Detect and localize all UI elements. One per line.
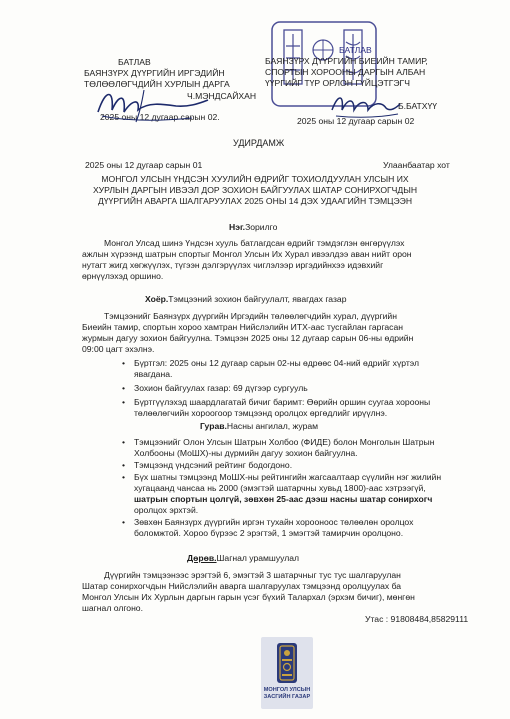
soyombo-icon [261,637,313,687]
list-item [122,472,472,516]
section-2-body [82,311,470,355]
paragraph-line: Монгол Улсын Их Хурлын даргын гарын үсэг бүхий Талархал (эрхэм бичиг), мөнгөн [82,592,415,602]
section-4-body [82,570,470,614]
paragraph-line: Биеийн тамир, спортын хороо хамтран Нийслэлийн ИТХ-аас тусгайлан гаргасан [82,322,403,332]
list-item [122,517,472,539]
list-item-line: • Бүртгүүлэхэд шаардлагатай бичиг баримт: Өөрийн оршин суугаа хорооны [134,397,431,407]
section-name: Насны ангилал, журам [226,421,319,431]
list-item-line: явагдана. [134,369,173,379]
section-name: Тэмцээний зохион байгуулалт, явагдах газар [168,294,347,304]
section-num: Нэг. [229,222,246,232]
section-1-heading [229,222,277,233]
list-item-line: боломжтой. Хороо бүрээс 2 эрэгтэй, 1 эмэгтэй тамирчин оролцоно. [134,528,404,538]
section-name: Шагнал урамшуулал [216,553,300,563]
paragraph-line: Тэмцээнийг Баянзүрх дүүргийн Иргэдийн төлөөлөгчдийн хурал, дүүргийн [104,311,397,321]
list-item-line: оролцох эрхтэй. [134,505,199,515]
list-item-line: • Тэмцээнд үндсэний рейтинг бодогдоно. [134,460,293,470]
paragraph-line: нутагт жигд хөгжүүлэх, түгээн дэлгэрүүлэх чиглэлээр иргэдийнхээ идэвхийг [82,260,384,270]
list-item-line: • Зөвхөн Баянзүрх дүүргийн иргэн тухайн хорооноос төлөөлөн оролцох [134,517,414,527]
approval-right-line3: ҮҮРГИЙГ ТҮР ОРЛОН ГҮЙЦЭТГЭГЧ [265,78,410,88]
section-1-body [82,238,470,282]
section-2-bullets [122,358,472,419]
list-item [122,358,472,380]
emblem-line1: МОНГОЛ УЛСЫН [263,687,311,693]
approval-left-line1: БАЯНЗҮРХ ДҮҮРГИЙН ИРГЭДИЙН [84,68,225,78]
approval-left-line2: ТӨЛӨӨЛӨГЧДИЙН ХУРЛЫН ДАРГА [84,79,230,89]
list-item-line: • Тэмцээнийг Олон Улсын Шатрын Холбоо (ФИДЕ) болон Монголын Шатрын [134,437,435,447]
document-date: 2025 оны 12 дугаар сарын 01 [85,160,203,170]
list-item-line: • Бүх шатны тэмцээнд МоШХ-ны рейтингийн жагсаалтаар сүүлийн нэг жилийн [134,472,442,482]
document-place: Улаанбаатар хот [383,160,450,170]
list-item-line: Холбооны (МоШХ)-ны дүрмийн дагуу зохион байгуулна. [134,448,358,458]
approval-left-name: Ч.МЭНДСАЙХАН [187,91,257,101]
list-item-line: • Бүртгэл: 2025 оны 12 дугаар сарын 02-ны өдрөөс 04-ний өдрийг хүртэл [134,358,420,368]
signature-right [328,88,403,122]
list-item-line: төлөөлөгчийн хороогоор тэмцээнд оролцох өргөдлийг ирүүлнэ. [134,408,388,418]
document-type: УДИРДАМЖ [233,138,285,148]
approval-right-line2: СПОРТЫН ХОРООНЫ ДАРГЫН АЛБАН [265,67,426,77]
section-3-bullets [122,437,472,539]
document-title [40,174,470,207]
approval-left-title: БАТЛАВ [118,57,151,67]
paragraph-line: Шатар сонирхогчдын Нийслэлийн аварга шалгаруулах тэмцээнд оролцуулах ба [82,581,402,591]
list-item-line: шатрын спортын цолгүй, зөвхөн 25-аас дээш насны шатар сонирхогч [134,494,433,504]
section-num: Гурав. [200,421,227,431]
list-item [122,460,472,471]
section-num: Дөрөв. [187,553,217,563]
title-line: ДҮҮРГИЙН АВАРГА ШАЛГАРУУЛАХ 2025 ОНЫ 14 ДЭХ УДААГИЙН ТЭМЦЭЭН [97,196,413,206]
list-item-line: • Зохион байгуулах газар: 69 дүгээр сургууль [134,383,308,393]
emblem-line2: ЗАСГИЙН ГАЗАР [263,694,311,700]
paragraph-line: журмын дагуу зохион байгуулна. Тэмцээн 2025 оны 12 дугаар сарын 06-ны өдрийн [82,333,414,343]
signature-left [92,82,212,127]
list-item [122,383,472,394]
approval-right-line1: БАЯНЗҮРХ ДҮҮРГИЙН БИЕИЙН ТАМИР, [265,56,428,66]
approval-right-date: 2025 оны 12 дугаар сарын 02 [297,116,415,126]
paragraph-line: Дүүргийн тэмцээнээс эрэгтэй 6, эмэгтэй 3 шатарчныг тус тус шалгаруулан [104,570,401,580]
title-line: ХУРЛЫН ДАРГЫН ИВЭЭЛ ДОР ЗОХИОН БАЙГУУЛАХ ШАТАР СОНИРХОГЧДЫН [92,185,418,195]
title-line: МОНГОЛ УЛСЫН ҮНДСЭН ХУУЛИЙН ӨДРИЙГ ТОХИОЛДУУЛАН УЛСЫН ИХ [101,174,409,184]
paragraph-line: өрнүүлэхэд оршино. [82,271,164,281]
section-3-heading [200,421,318,432]
government-emblem [261,637,313,709]
paragraph-line: шагнал олгоно. [82,603,143,613]
paragraph-line: 09:00 цагт эхэлнэ. [82,344,155,354]
paragraph-line: ажлын хүрээнд шатрын спортыг Монгол Улсын Их Хурал ивээлдээ аван нийт орон [82,249,412,259]
approval-right-title: БАТЛАВ [339,45,372,55]
section-name: Зорилго [245,222,278,232]
approval-right-name: Б.БАТХҮҮ [398,101,438,111]
paragraph-line: Монгол Улсад шинэ Үндсэн хууль батлагдсан өдрийг тэмдэглэн өнгөрүүлэх [104,238,405,248]
section-2-heading [145,294,346,305]
section-4-heading [187,553,299,564]
approval-left-date: 2025 оны 12 дугаар сарын 02. [100,112,220,122]
list-item [122,397,472,419]
list-item-line: хугацаанд чансаа нь 2000 (эмэгтэй шатарчны хувьд 1800)-аас хэтрээгүй, [134,483,426,493]
list-item [122,437,472,459]
contact-phone: Утас : 91808484,85829111 [365,614,469,624]
section-num: Хоёр. [145,294,169,304]
